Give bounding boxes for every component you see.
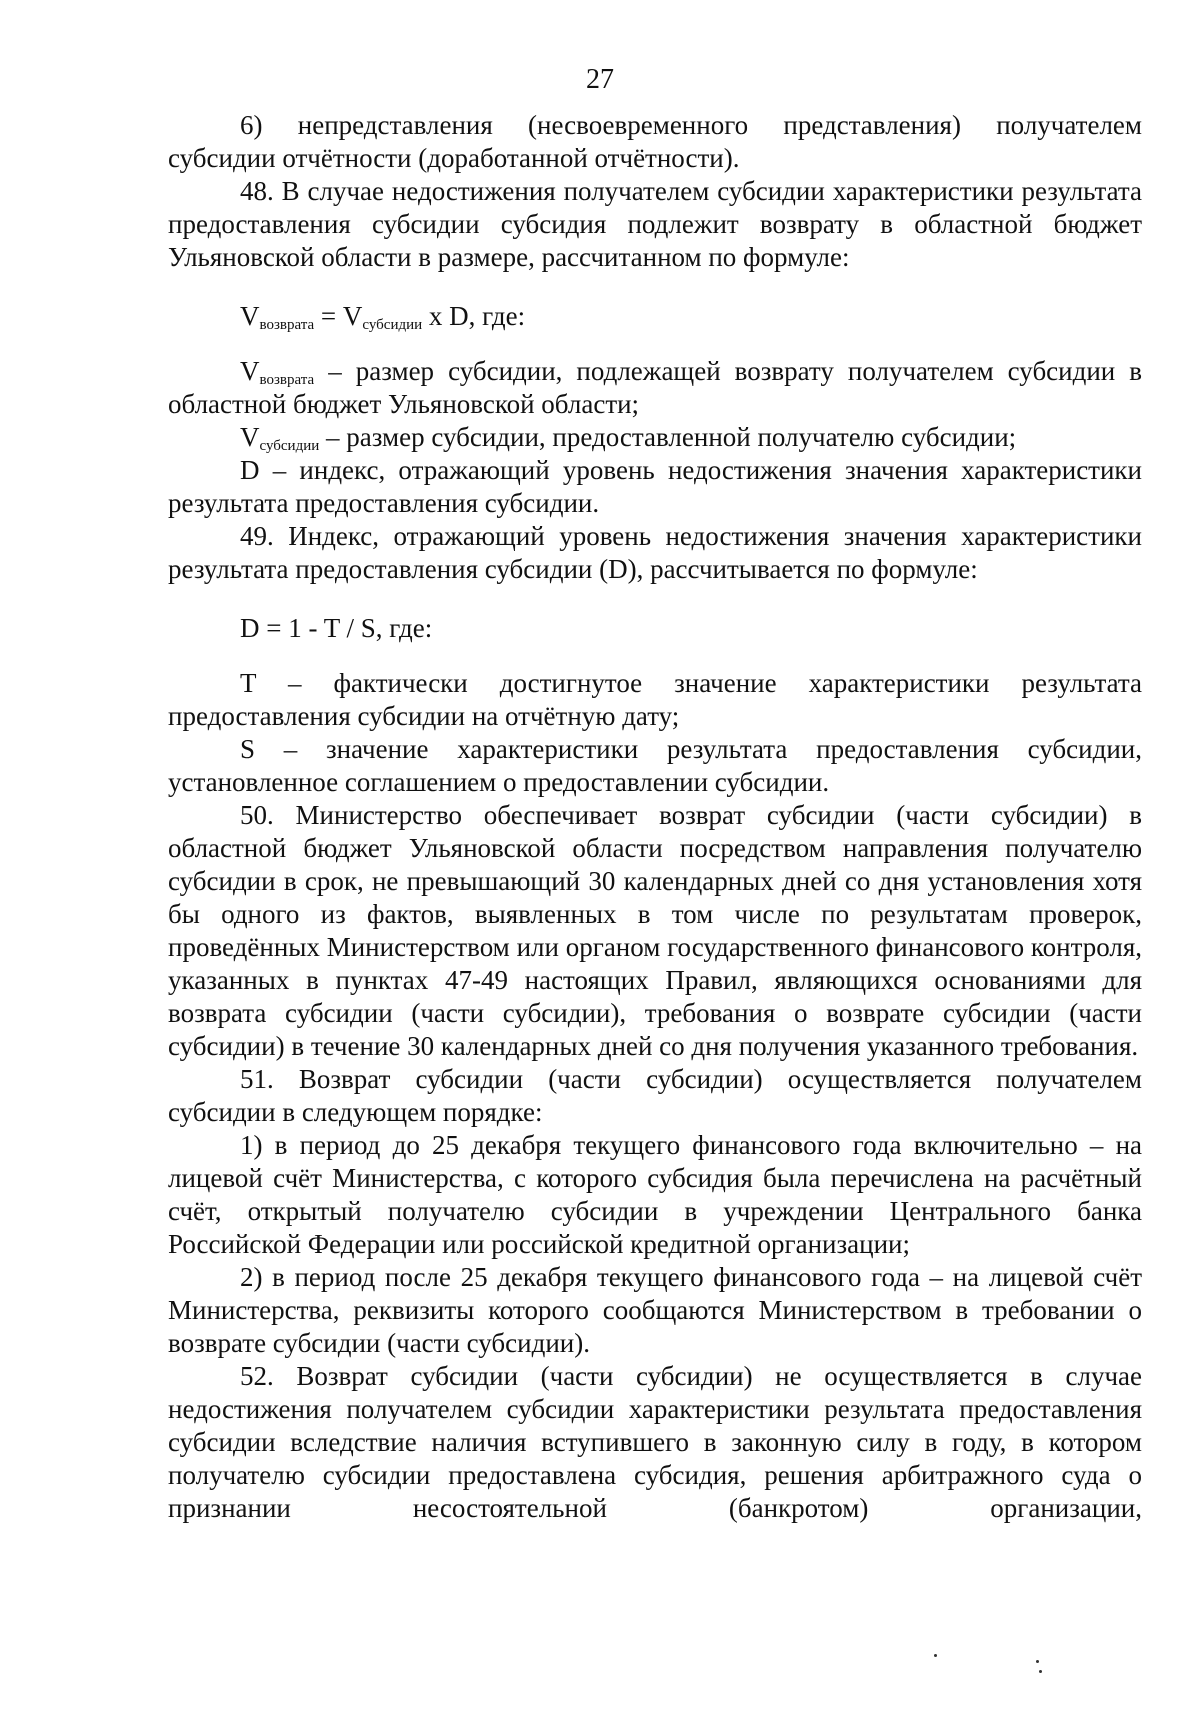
formula-v-sub-subsidii: субсидии xyxy=(362,317,423,333)
paragraph-48: 48. В случае недостижения получателем субсидии характеристики результата предоставления субсидии субсидия подлежит возврату в областной бюджет Ульяновской области в размере, рассчитанном по формуле: xyxy=(168,176,1142,272)
paragraph-51: 51. Возврат субсидии (части субсидии) осуществляется получателем субсидии в следующем порядке: xyxy=(168,1064,1142,1127)
definition-text: размер субсидии, предоставленной получателю субсидии; xyxy=(346,422,1017,452)
paragraph-51-1: 1) в период до 25 декабря текущего финансового года включительно – на лицевой счёт Министерства, с которого субсидия была перечислена на расчётный счёт, открытый получателю субсидии в учреждении Центрального банка Российской Федерации или российской кредитной организации; xyxy=(168,1130,1142,1259)
definition-v-subsidii xyxy=(168,421,1142,454)
scan-speck xyxy=(1039,1670,1042,1673)
paragraph-52: 52. Возврат субсидии (части субсидии) не осуществляется в случае недостижения получателем субсидии характеристики результата предоставления субсидии вследствие наличия вступившего в законную силу в году, в котором получателю субсидии предоставлена субсидия, решения арбитражного суда о признании несостоятельной (банкротом) организации, xyxy=(168,1361,1142,1523)
formula-v-sub-vozvrata: возврата xyxy=(259,317,315,333)
formula-equals: = xyxy=(320,301,337,331)
symbol-v: V xyxy=(240,356,260,386)
definition-s: S – значение характеристики результата предоставления субсидии, установленное соглашением о предоставлении субсидии. xyxy=(168,734,1142,797)
definition-t: T – фактически достигнутое значение характеристики результата предоставления субсидии на отчётную дату; xyxy=(168,668,1142,731)
definition-v-vozvrata xyxy=(168,355,1142,421)
dash: – xyxy=(328,356,342,386)
symbol-v: V xyxy=(240,422,260,452)
definition-text: размер субсидии, подлежащей возврату получателем субсидии в областной бюджет Ульяновской области; xyxy=(168,356,1143,419)
scan-speck xyxy=(934,1654,937,1657)
scan-speck xyxy=(1036,1660,1039,1663)
formula-v2-base: V xyxy=(342,301,363,331)
symbol-sub-vozvrata: возврата xyxy=(259,372,315,388)
paragraph-51-2: 2) в период после 25 декабря текущего финансового года – на лицевой счёт Министерства, реквизиты которого сообщаются Министерством в требовании о возврате субсидии (части субсидии). xyxy=(168,1262,1142,1358)
paragraph-49: 49. Индекс, отражающий уровень недостижения значения характеристики результата предоставления субсидии (D), рассчитывается по формуле: xyxy=(168,521,1142,584)
formula-return-amount xyxy=(240,300,1142,333)
formula-rest: x D, где: xyxy=(428,301,526,331)
page-number: 27 xyxy=(586,64,614,95)
paragraph-50: 50. Министерство обеспечивает возврат субсидии (части субсидии) в областной бюджет Ульяновской области посредством направления получателю субсидии в срок, не превышающий 30 календарных дней со дня установления хотя бы одного из фактов, выявленных в том числе по результатам проверок, проведённых Министерством или органом государственного финансового контроля, указанных в пунктах 47-49 настоящих Правил, являющихся основаниями для возврата субсидии (части субсидии), требования о возврате субсидии (части субсидии) в течение 30 календарных дней со дня получения указанного требования. xyxy=(168,800,1142,1061)
formula-v-base: V xyxy=(240,301,260,331)
formula-index-d: D = 1 - T / S, где: xyxy=(240,613,433,643)
dash: – xyxy=(326,422,340,452)
symbol-sub-subsidii: субсидии xyxy=(259,438,320,454)
document-body xyxy=(168,109,1142,1525)
paragraph-6: 6) непредставления (несвоевременного представления) получателем субсидии отчётности (доработанной отчётности). xyxy=(168,110,1142,173)
definition-d: D – индекс, отражающий уровень недостижения значения характеристики результата предоставления субсидии. xyxy=(168,455,1142,518)
